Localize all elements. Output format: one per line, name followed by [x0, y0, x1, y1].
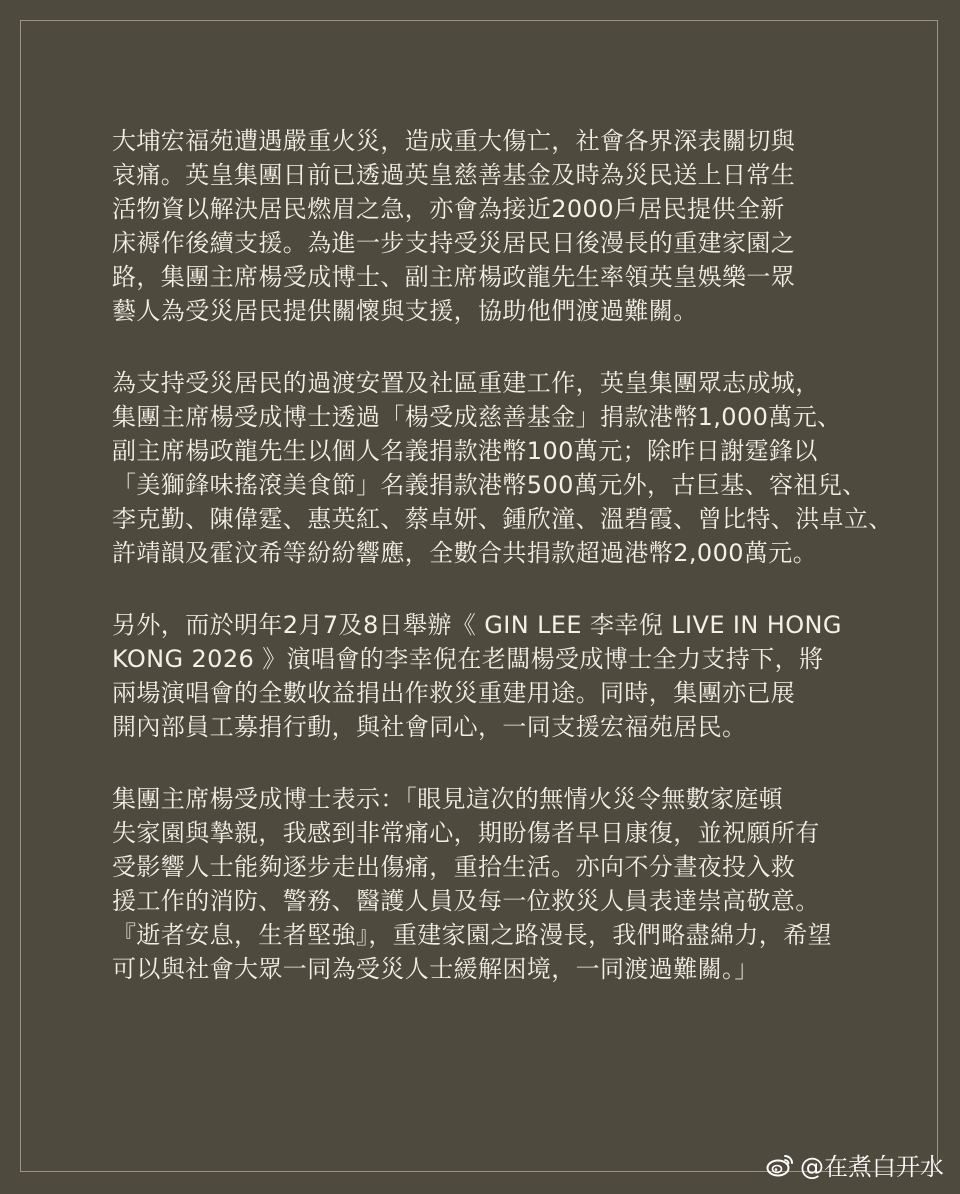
paragraph-4 — [112, 782, 864, 986]
text-line: 集團主席楊受成博士透過「楊受成慈善基金」捐款港幣1,000萬元、 — [112, 403, 842, 431]
paragraph-2 — [112, 366, 893, 570]
text-line: 許靖韻及霍汶希等紛紛響應，全數合共捐款超過港幣2,000萬元。 — [112, 539, 818, 567]
text-line: 藝人為受災居民提供關懷與支援，協助他們渡過難關。 — [112, 297, 698, 325]
text-line: 床褥作後續支援。為進一步支持受災居民日後漫長的重建家園之 — [112, 229, 796, 257]
text-line: 集團主席楊受成博士表示：「眼見這次的無情火災令無數家庭頓 — [112, 785, 784, 813]
text-line: 副主席楊政龍先生以個人名義捐款港幣100萬元；除昨日謝霆鋒以 — [112, 437, 818, 465]
text-line: 大埔宏福苑遭遇嚴重火災，造成重大傷亡，社會各界深表關切與 — [112, 127, 796, 155]
text-line: 為支持受災居民的過渡安置及社區重建工作，英皇集團眾志成城， — [112, 369, 820, 397]
weibo-icon — [766, 1153, 794, 1177]
paragraph-1 — [112, 124, 864, 328]
paragraph-3 — [112, 608, 864, 744]
text-line: 另外，而於明年2月7及8日舉辦《 GIN LEE 李幸倪 LIVE IN HONG — [112, 611, 842, 639]
text-line: 受影響人士能夠逐步走出傷痛，重拾生活。亦向不分晝夜投入救 — [112, 853, 796, 881]
text-line: 開內部員工募捐行動，與社會同心，一同支援宏福苑居民。 — [112, 713, 747, 741]
text-line: 『逝者安息，生者堅強』，重建家園之路漫長，我們略盡綿力，希望 — [112, 921, 832, 949]
text-line: 「美獅鋒味搖滾美食節」名義捐款港幣500萬元外，古巨基、容祖兒、 — [112, 471, 867, 499]
text-line: 路，集團主席楊受成博士、副主席楊政龍先生率領英皇娛樂一眾 — [112, 263, 796, 291]
text-line: 兩場演唱會的全數收益捐出作救災重建用途。同時，集團亦已展 — [112, 679, 796, 707]
text-line: KONG 2026 》演唱會的李幸倪在老闆楊受成博士全力支持下，將 — [112, 645, 824, 673]
text-line: 哀痛。英皇集團日前已透過英皇慈善基金及時為災民送上日常生 — [112, 161, 796, 189]
text-line: 可以與社會大眾一同為受災人士緩解困境，一同渡過難關。」 — [112, 955, 759, 983]
text-line: 援工作的消防、警務、醫護人員及每一位救災人員表達崇高敬意。 — [112, 887, 820, 915]
watermark-handle: @在煮白开水 — [800, 1153, 944, 1181]
text-line: 李克勤、陳偉霆、惠英紅、蔡卓妍、鍾欣潼、溫碧霞、曾比特、洪卓立、 — [112, 505, 893, 533]
text-line: 失家園與摯親，我感到非常痛心，期盼傷者早日康復，並祝願所有 — [112, 819, 820, 847]
statement-text — [112, 124, 893, 1024]
weibo-watermark — [766, 1147, 944, 1182]
text-line: 活物資以解決居民燃眉之急，亦會為接近2000戶居民提供全新 — [112, 195, 785, 223]
